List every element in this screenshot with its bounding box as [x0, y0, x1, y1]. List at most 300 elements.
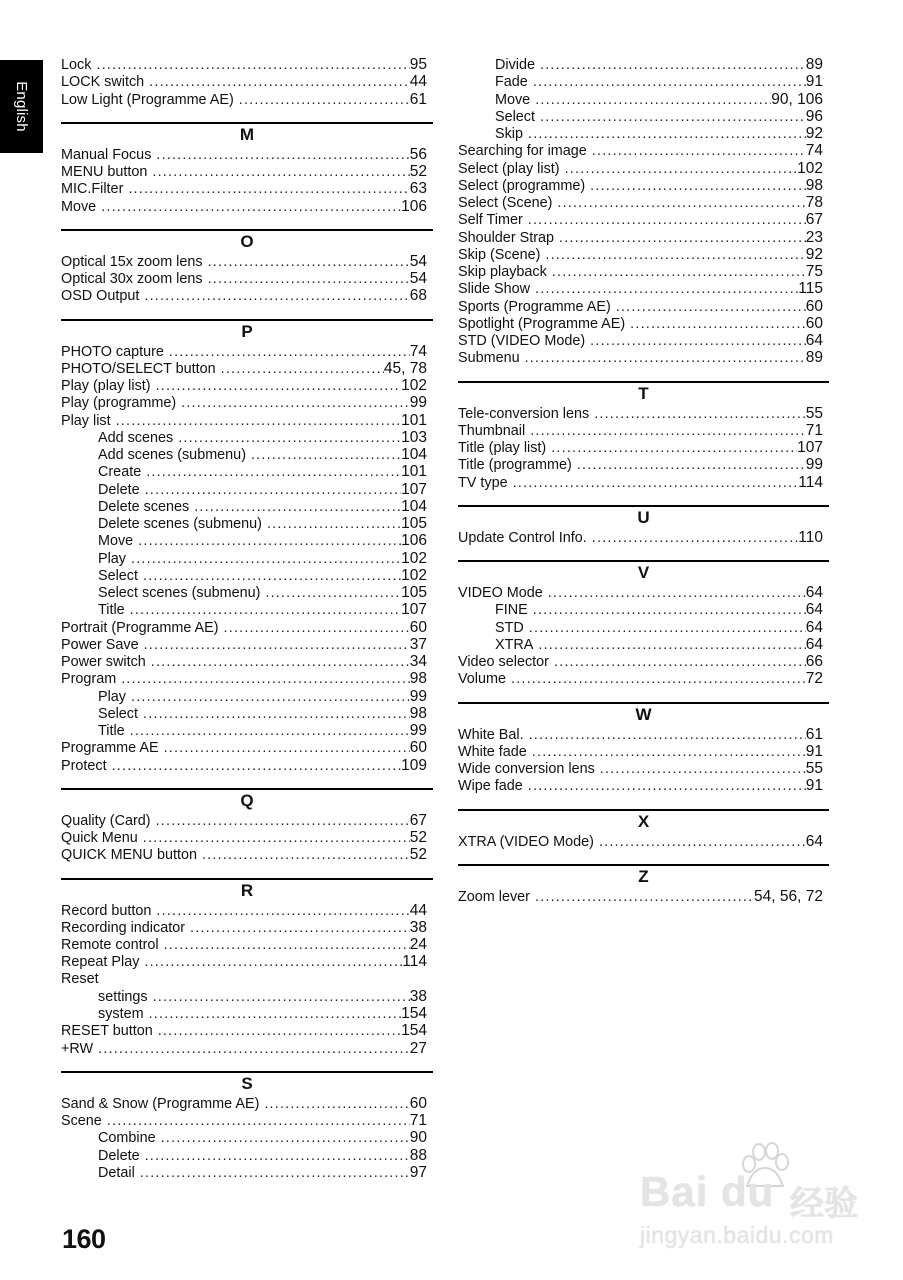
- entry-term: RESET button: [61, 1023, 153, 1040]
- entry-term: Combine: [98, 1130, 156, 1147]
- entry-term: Sports (Programme AE): [458, 298, 611, 315]
- entry-term: Program: [61, 671, 117, 688]
- entry-page-ref: 91: [805, 742, 823, 760]
- entry-term: settings: [98, 988, 148, 1005]
- index-entry: [61, 287, 433, 304]
- entry-page-ref: 88: [409, 1146, 427, 1164]
- dot-leader: [529, 620, 806, 636]
- dot-leader: [559, 230, 806, 246]
- dot-leader: [112, 758, 402, 774]
- dot-leader: [600, 761, 806, 777]
- dot-leader: [181, 395, 410, 411]
- dot-leader: [535, 92, 771, 108]
- index-entry: [61, 377, 433, 394]
- dot-leader: [221, 361, 384, 377]
- entry-page-ref: 64: [805, 618, 823, 636]
- entry-term: Create: [98, 464, 142, 481]
- index-section-s: [61, 1071, 433, 1181]
- entry-term: Power Save: [61, 636, 139, 653]
- entry-term: Repeat Play: [61, 954, 140, 971]
- dot-leader: [264, 1096, 409, 1112]
- index-section-p: [61, 319, 433, 774]
- index-subentry: [61, 550, 433, 567]
- index-subentry: [61, 1164, 433, 1181]
- entry-term: Portrait (Programme AE): [61, 619, 219, 636]
- index-entry: [458, 405, 829, 422]
- index-entry: [458, 743, 829, 760]
- index-entry: [458, 670, 829, 687]
- entry-page-ref: 67: [409, 811, 427, 829]
- dot-leader: [151, 654, 410, 670]
- index-entry: [458, 211, 829, 228]
- entry-term: QUICK MENU button: [61, 847, 197, 864]
- dot-leader: [538, 637, 805, 653]
- index-entry: [61, 180, 433, 197]
- dot-leader: [194, 499, 401, 515]
- index-entry: [61, 360, 433, 377]
- entry-page-ref: 61: [805, 725, 823, 743]
- dot-leader: [202, 847, 410, 863]
- index-section-w: [458, 702, 829, 795]
- dot-leader: [528, 778, 806, 794]
- entry-term: Select (play list): [458, 160, 560, 177]
- entry-term: Update Control Info.: [458, 529, 587, 546]
- entry-term: Title: [98, 602, 125, 619]
- section-letter-heading: O: [61, 229, 433, 253]
- entry-term: Skip (Scene): [458, 246, 541, 263]
- index-entry: [458, 315, 829, 332]
- dot-leader: [565, 161, 798, 177]
- entry-term: VIDEO Mode: [458, 585, 543, 601]
- entry-page-ref: 107: [797, 439, 823, 456]
- entry-term: Title: [98, 723, 125, 739]
- dot-leader: [149, 1006, 402, 1022]
- index-entry: [61, 163, 433, 180]
- index-entry: [61, 971, 433, 988]
- dot-leader: [239, 92, 410, 108]
- entry-term: Fade: [495, 74, 528, 91]
- index-section-o: [61, 229, 433, 305]
- entry-page-ref: 45, 78: [383, 359, 427, 377]
- index-subentry: [61, 688, 433, 705]
- entry-term: Play list: [61, 412, 111, 429]
- index-entry: [458, 194, 829, 211]
- entry-term: Low Light (Programme AE): [61, 91, 234, 108]
- entry-term: Optical 30x zoom lens: [61, 271, 203, 287]
- entry-term: Delete: [98, 481, 140, 498]
- dot-leader: [130, 602, 401, 618]
- index-entry: [458, 777, 829, 794]
- entry-page-ref: 38: [409, 918, 427, 936]
- index-entry: [458, 177, 829, 194]
- entry-page-ref: 107: [401, 480, 427, 498]
- entry-page-ref: 104: [401, 446, 427, 463]
- dot-leader: [145, 1148, 410, 1164]
- index-subentry: [61, 498, 433, 515]
- entry-term: Reset: [61, 970, 99, 987]
- index-section-t: [458, 381, 829, 491]
- entry-term: MENU button: [61, 164, 148, 180]
- dot-leader: [535, 281, 798, 297]
- entry-page-ref: 44: [409, 73, 427, 91]
- entry-term: FINE: [495, 602, 528, 619]
- entry-term: Delete: [98, 1147, 140, 1164]
- dot-leader: [594, 406, 806, 422]
- entry-term: Delete scenes (submenu): [98, 516, 262, 532]
- entry-page-ref: 60: [409, 1094, 427, 1112]
- entry-page-ref: 114: [798, 473, 823, 491]
- entry-term: Sand & Snow (Programme AE): [61, 1095, 260, 1112]
- dot-leader: [164, 740, 410, 756]
- dot-leader: [178, 430, 401, 446]
- index-section-x: [458, 809, 829, 850]
- entry-page-ref: 34: [409, 653, 427, 670]
- dot-leader: [161, 1130, 410, 1146]
- entry-term: Recording indicator: [61, 919, 185, 936]
- entry-page-ref: 109: [401, 756, 427, 774]
- entry-page-ref: 66: [805, 653, 823, 670]
- dot-leader: [152, 164, 409, 180]
- entry-term: OSD Output: [61, 288, 140, 305]
- dot-leader: [533, 74, 806, 90]
- index-subentry: [61, 463, 433, 480]
- entry-page-ref: 37: [409, 635, 427, 653]
- dot-leader: [169, 344, 410, 360]
- entry-page-ref: 91: [805, 777, 823, 795]
- dot-leader: [513, 475, 799, 491]
- index-section-z: [458, 864, 829, 905]
- section-letter-heading: W: [458, 702, 829, 726]
- entry-term: Select: [495, 108, 535, 125]
- index-section-q: [61, 788, 433, 864]
- dot-leader: [98, 1041, 410, 1057]
- dot-leader: [208, 254, 410, 270]
- entry-term: STD (VIDEO Mode): [458, 333, 586, 349]
- index-entry: [458, 456, 829, 473]
- entry-term: Skip playback: [458, 264, 547, 280]
- index-entry: [458, 439, 829, 456]
- index-section-m: [61, 122, 433, 215]
- dot-leader: [630, 316, 806, 332]
- dot-leader: [145, 482, 402, 498]
- entry-page-ref: 115: [798, 280, 823, 298]
- index-entry: [61, 902, 433, 919]
- entry-term: system: [98, 1006, 144, 1022]
- dot-leader: [528, 212, 806, 228]
- entry-page-ref: 102: [401, 566, 427, 584]
- dot-leader: [592, 530, 798, 546]
- entry-term: Scene: [61, 1113, 102, 1129]
- entry-term: Title (play list): [458, 440, 547, 456]
- entry-page-ref: 114: [402, 953, 427, 971]
- dot-leader: [96, 57, 409, 73]
- entry-term: Programme AE: [61, 740, 159, 757]
- entry-term: TV type: [458, 474, 508, 491]
- entry-page-ref: 91: [805, 73, 823, 91]
- entry-term: Optical 15x zoom lens: [61, 253, 203, 270]
- section-letter-heading: P: [61, 319, 433, 343]
- index-entry: [61, 412, 433, 429]
- entry-page-ref: 60: [805, 297, 823, 315]
- index-subentry: [61, 429, 433, 446]
- entry-page-ref: 89: [805, 56, 823, 73]
- entry-term: Title (programme): [458, 457, 572, 474]
- index-entry: [458, 888, 829, 905]
- index-entry: [61, 73, 433, 90]
- index-entry: [61, 670, 433, 687]
- entry-page-ref: 104: [401, 497, 427, 515]
- entry-term: Video selector: [458, 654, 549, 670]
- dot-leader: [577, 457, 806, 473]
- entry-term: Protect: [61, 757, 107, 774]
- entry-page-ref: 68: [409, 287, 427, 305]
- index-entry: [458, 280, 829, 297]
- section-letter-heading: M: [61, 122, 433, 146]
- index-subentry: [61, 1005, 433, 1022]
- dot-leader: [144, 954, 402, 970]
- dot-leader: [530, 423, 806, 439]
- section-letter-heading: T: [458, 381, 829, 405]
- entry-page-ref: 101: [401, 411, 427, 429]
- entry-term: Play: [98, 550, 126, 567]
- entry-term: PHOTO capture: [61, 343, 164, 360]
- index-entry: [458, 349, 829, 366]
- entry-page-ref: 71: [409, 1112, 427, 1129]
- entry-page-ref: 154: [401, 1022, 427, 1040]
- index-entry: [61, 198, 433, 215]
- index-subentry: [61, 988, 433, 1005]
- entry-page-ref: 102: [797, 159, 823, 177]
- entry-term: XTRA (VIDEO Mode): [458, 833, 594, 850]
- entry-page-ref: 92: [805, 245, 823, 263]
- entry-page-ref: 61: [409, 90, 427, 108]
- index-entry: [61, 270, 433, 287]
- index-entry: [61, 619, 433, 636]
- dot-leader: [190, 920, 410, 936]
- entry-page-ref: 97: [409, 1163, 427, 1181]
- dot-leader: [121, 671, 410, 687]
- entry-term: Shoulder Strap: [458, 229, 554, 246]
- dot-leader: [138, 533, 401, 549]
- index-entry: [458, 653, 829, 670]
- dot-leader: [146, 464, 401, 480]
- index-subentry: [61, 446, 433, 463]
- entry-page-ref: 54: [409, 270, 427, 287]
- index-entry: [458, 474, 829, 491]
- entry-term: Remote control: [61, 937, 159, 953]
- entry-page-ref: 90, 106: [771, 90, 823, 108]
- entry-page-ref: 67: [805, 211, 823, 229]
- index-subentry: [458, 91, 829, 108]
- index-entry: [61, 343, 433, 360]
- entry-term: Slide Show: [458, 281, 530, 298]
- entry-page-ref: 74: [409, 342, 427, 360]
- dot-leader: [599, 834, 806, 850]
- entry-term: White fade: [458, 743, 527, 760]
- dot-leader: [552, 264, 806, 280]
- entry-page-ref: 92: [805, 125, 823, 142]
- entry-page-ref: 55: [805, 404, 823, 422]
- entry-term: Divide: [495, 57, 535, 73]
- entry-page-ref: 101: [401, 463, 427, 481]
- section-letter-heading: V: [458, 560, 829, 584]
- dot-leader: [208, 271, 410, 287]
- index-subentry: [61, 1147, 433, 1164]
- index-entry: [458, 160, 829, 177]
- dot-leader: [525, 350, 806, 366]
- page-number: 160: [62, 1224, 106, 1254]
- entry-term: Select: [98, 567, 138, 584]
- entry-term: Move: [495, 91, 531, 108]
- dot-leader: [590, 178, 806, 194]
- dot-leader: [153, 989, 410, 1005]
- entry-term: Add scenes: [98, 429, 174, 446]
- index-subentry: [458, 601, 829, 618]
- index-entry: [61, 1095, 433, 1112]
- entry-page-ref: 99: [409, 722, 427, 739]
- dot-leader: [592, 143, 806, 159]
- entry-page-ref: 89: [805, 349, 823, 367]
- entry-term: Power switch: [61, 654, 146, 670]
- index-entry: [458, 760, 829, 777]
- section-letter-heading: X: [458, 809, 829, 833]
- dot-leader: [164, 937, 410, 953]
- index-entry: [61, 757, 433, 774]
- entry-page-ref: 74: [805, 142, 823, 160]
- index-entry: [458, 332, 829, 349]
- entry-term: Lock: [61, 57, 92, 73]
- index-entry: [61, 636, 433, 653]
- index-subentry: [61, 515, 433, 532]
- entry-page-ref: 60: [409, 739, 427, 757]
- dot-leader: [545, 247, 805, 263]
- index-subentry: [61, 722, 433, 739]
- entry-term: Wipe fade: [458, 778, 523, 795]
- dot-leader: [156, 813, 410, 829]
- dot-leader: [140, 1165, 410, 1181]
- index-subentry: [61, 601, 433, 618]
- index-entry: [458, 726, 829, 743]
- index-entry: [61, 653, 433, 670]
- dot-leader: [529, 727, 806, 743]
- entry-page-ref: 24: [409, 936, 427, 953]
- entry-term: STD: [495, 619, 524, 636]
- watermark-url: jingyan.baidu.com: [640, 1222, 834, 1248]
- index-entry: [61, 829, 433, 846]
- dot-leader: [554, 654, 806, 670]
- entry-page-ref: 99: [409, 687, 427, 705]
- dot-leader: [131, 551, 401, 567]
- index-entry: [61, 812, 433, 829]
- entry-page-ref: 54, 56, 72: [754, 887, 823, 905]
- entry-term: Skip: [495, 126, 523, 142]
- entry-page-ref: 106: [401, 532, 427, 550]
- entry-term: Wide conversion lens: [458, 761, 595, 777]
- index-entry: [61, 739, 433, 756]
- index-entry: [61, 919, 433, 936]
- dot-leader: [616, 299, 806, 315]
- entry-term: Select (Scene): [458, 195, 553, 211]
- entry-term: Move: [61, 198, 97, 215]
- entry-page-ref: 52: [409, 829, 427, 846]
- entry-page-ref: 105: [401, 515, 427, 532]
- entry-term: Quick Menu: [61, 830, 138, 846]
- entry-page-ref: 90: [409, 1129, 427, 1147]
- entry-term: Manual Focus: [61, 146, 152, 163]
- dot-leader: [158, 1023, 401, 1039]
- entry-page-ref: 96: [805, 107, 823, 125]
- index-subentry: [61, 532, 433, 549]
- index-subentry: [61, 481, 433, 498]
- entry-page-ref: 105: [401, 584, 427, 601]
- dot-leader: [144, 637, 410, 653]
- language-tab: [0, 60, 43, 153]
- dot-leader: [156, 903, 409, 919]
- watermark-brand: Bai du: [640, 1168, 775, 1215]
- entry-page-ref: 78: [805, 194, 823, 211]
- index-entry: [61, 846, 433, 863]
- index-entry: [458, 229, 829, 246]
- section-letter-heading: Z: [458, 864, 829, 888]
- entry-term: Quality (Card): [61, 812, 151, 829]
- entry-term: PHOTO/SELECT button: [61, 360, 216, 377]
- entry-page-ref: 98: [409, 704, 427, 722]
- entry-page-ref: 38: [409, 987, 427, 1005]
- entry-page-ref: 98: [409, 670, 427, 688]
- dot-leader: [143, 706, 410, 722]
- index-column-left: [61, 56, 433, 1181]
- entry-term: MIC.Filter: [61, 181, 124, 198]
- entry-page-ref: 110: [798, 528, 823, 546]
- index-entry: [458, 246, 829, 263]
- entry-page-ref: 154: [401, 1005, 427, 1022]
- dot-leader: [156, 378, 402, 394]
- dot-leader: [533, 602, 806, 618]
- entry-page-ref: 102: [401, 377, 427, 394]
- index-entry: [458, 584, 829, 601]
- entry-term: XTRA: [495, 636, 534, 653]
- dot-leader: [251, 447, 401, 463]
- section-letter-heading: Q: [61, 788, 433, 812]
- index-entry: [61, 1022, 433, 1039]
- dot-leader: [540, 57, 806, 73]
- section-letter-heading: U: [458, 505, 829, 529]
- index-section-r: [61, 878, 433, 1057]
- index-entry: [61, 394, 433, 411]
- index-entry: [458, 263, 829, 280]
- index-entry: [458, 142, 829, 159]
- entry-term: Self Timer: [458, 212, 523, 229]
- index-entry: [61, 1112, 433, 1129]
- entry-page-ref: 75: [805, 263, 823, 280]
- dot-leader: [128, 181, 409, 197]
- entry-page-ref: 107: [401, 601, 427, 619]
- dot-leader: [590, 333, 806, 349]
- index-section-v: [458, 560, 829, 688]
- dot-leader: [224, 620, 410, 636]
- index-subentry: [61, 1129, 433, 1146]
- index-entry: [61, 1040, 433, 1057]
- entry-page-ref: 23: [805, 228, 823, 246]
- entry-term: Volume: [458, 671, 506, 688]
- entry-term: Play (programme): [61, 395, 177, 412]
- entry-term: Select scenes (submenu): [98, 585, 261, 601]
- index-subentry: [458, 56, 829, 73]
- entry-page-ref: 99: [805, 456, 823, 474]
- entry-term: Select (programme): [458, 177, 586, 194]
- index-subentry: [61, 705, 433, 722]
- dot-leader: [149, 74, 410, 90]
